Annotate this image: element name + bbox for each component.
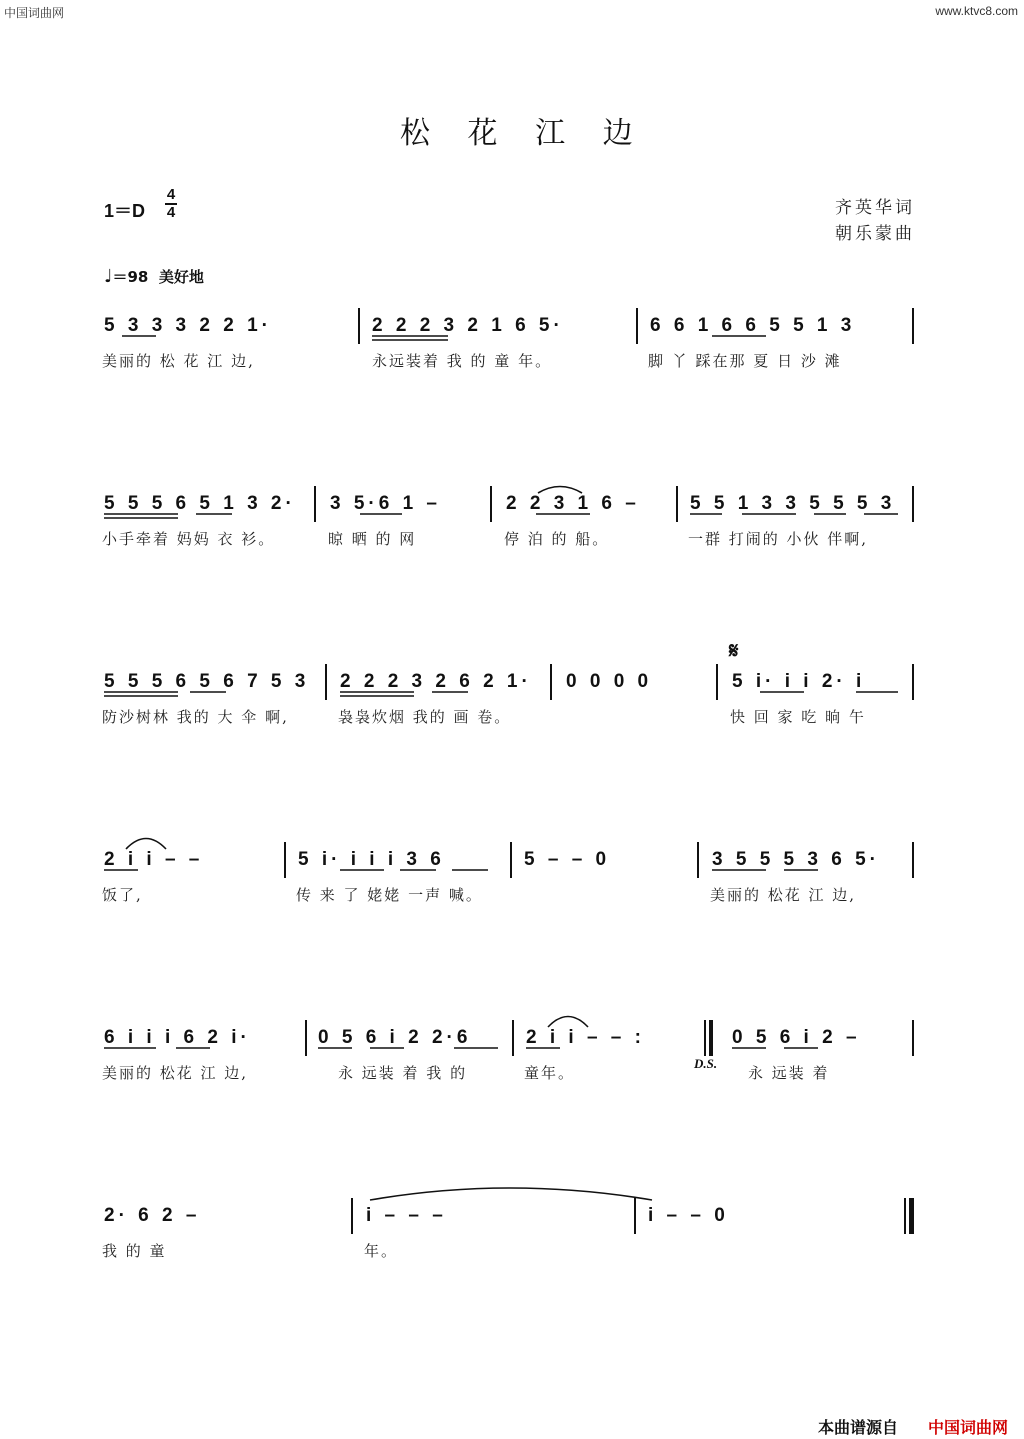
row5-lyrics4: 永 远装 着 — [748, 1064, 830, 1082]
row5-measure1-notes: 6 i i i 6 2 i· — [104, 1027, 251, 1048]
row2-measure1-notes: 5 5 5 6 5 1 3 2· — [104, 493, 296, 514]
beam-line — [340, 692, 414, 696]
row5-measure3-notes: 2 i i – – : — [526, 1027, 645, 1048]
row3-lyrics1: 防沙树林 我的 大 伞 啊, — [102, 708, 289, 726]
row1-measure2-notes: 2 2 2 3 2 1 6 5· — [372, 315, 564, 336]
row1-measure1-notes: 5 3 3 3 2 2 1· — [104, 315, 272, 336]
row4-lyrics1: 饭了, — [102, 886, 143, 904]
row6-measure1-notes: 2· 6 2 – — [104, 1205, 201, 1226]
row2-measure3-notes: 2 2 3 1 6 – — [506, 493, 640, 514]
row3-measure3-notes: 0 0 0 0 — [566, 671, 653, 692]
key-signature: 1＝D — [104, 201, 146, 221]
slur — [126, 839, 166, 850]
lyricist: 齐英华词 — [835, 198, 915, 218]
footer-site: 中国词曲网 — [928, 1418, 1009, 1437]
slur — [548, 1017, 588, 1028]
row1-lyrics1: 美丽的 松 花 江 边, — [102, 352, 255, 370]
row4-measure1-notes: 2 i i – – — [104, 849, 204, 870]
beam-line — [372, 336, 448, 340]
tempo-expression: 美好地 — [158, 268, 204, 286]
row1-lyrics3: 脚 丫 踩在那 夏 日 沙 滩 — [648, 352, 842, 370]
row4-measure2-notes: 5 i· i i i 3 6 — [298, 849, 445, 870]
row6-measure3-notes: i – – 0 — [648, 1205, 729, 1226]
row3-lyrics2: 袅袅炊烟 我的 画 卷。 — [338, 708, 512, 726]
tie — [370, 1188, 652, 1200]
row3-measure2-notes: 2 2 2 3 2 6 2 1· — [340, 671, 532, 692]
row3-measure4-notes: 5 i· i i 2· i — [732, 671, 866, 692]
row2-measure4-notes: 5 5 1 3 3 5 5 5 3 — [690, 493, 896, 514]
song-title: 松 花 江 边 — [400, 116, 647, 151]
row6-measure2-notes: i – – – — [366, 1205, 447, 1226]
row4-measure4-notes: 3 5 5 5 3 6 5· — [712, 849, 880, 870]
row3-lyrics4: 快 回 家 吃 晌 午 — [730, 708, 866, 726]
row5-lyrics2: 永 远装 着 我 的 — [338, 1064, 468, 1082]
watermark-right: www.ktvc8.com — [935, 4, 1018, 18]
row2-lyrics1: 小手牵着 妈妈 衣 衫。 — [102, 530, 276, 548]
row2-lyrics4: 一群 打闹的 小伙 伴啊, — [688, 530, 869, 548]
row2-lyrics2: 晾 晒 的 网 — [328, 530, 417, 548]
row1-measure3-notes: 6 6 1 6 6 5 5 1 3 — [650, 315, 856, 336]
row4-lyrics4: 美丽的 松花 江 边, — [710, 886, 857, 904]
segno-icon: 𝄋 — [729, 638, 739, 664]
time-top: 4 — [166, 186, 176, 203]
row2-measure2-notes: 3 5·6 1 – — [330, 493, 441, 514]
slur — [538, 487, 582, 494]
composer: 朝乐蒙曲 — [835, 224, 915, 244]
watermark-left: 中国词曲网 — [4, 6, 65, 20]
row2-lyrics3: 停 泊 的 船。 — [504, 530, 610, 548]
row1-lyrics2: 永远装着 我 的 童 年。 — [372, 352, 553, 370]
row5-lyrics3: 童年。 — [524, 1064, 576, 1082]
time-bottom: 4 — [166, 204, 176, 221]
beam-line — [104, 692, 178, 696]
row5-measure4-notes: 0 5 6 i 2 – — [732, 1027, 861, 1048]
row5-measure2-notes: 0 5 6 i 2 2·6 — [318, 1027, 472, 1048]
tempo-value: ＝98 — [112, 268, 149, 286]
footer-source: 本曲谱源自 — [818, 1418, 899, 1437]
row5-lyrics1: 美丽的 松花 江 边, — [102, 1064, 249, 1082]
beam-line — [104, 514, 178, 518]
row4-lyrics2: 传 来 了 姥姥 一声 喊。 — [296, 886, 483, 904]
row3-measure1-notes: 5 5 5 6 5 6 7 5 3 — [104, 671, 310, 692]
quarter-note-icon: ♩ — [104, 266, 113, 287]
row6-lyrics2: 年。 — [364, 1242, 399, 1260]
dal-segno-mark: D.S. — [694, 1056, 718, 1071]
row4-measure3-notes: 5 – – 0 — [524, 849, 611, 870]
row6-lyrics1: 我 的 童 — [102, 1242, 167, 1260]
